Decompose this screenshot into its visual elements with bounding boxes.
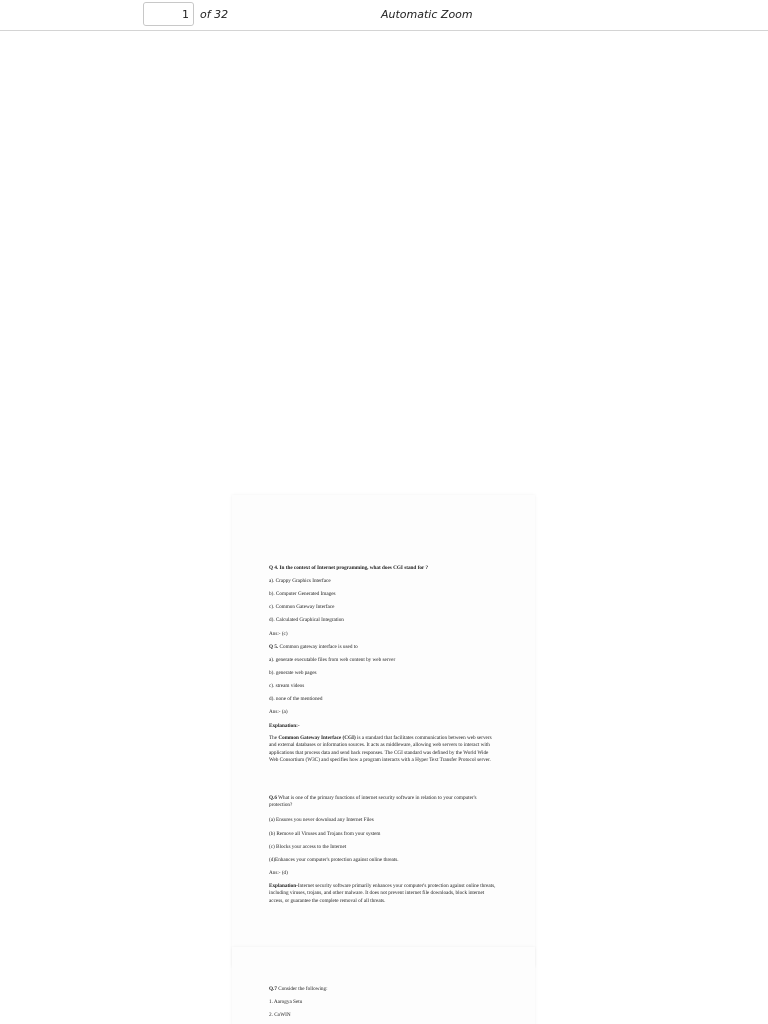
pdf-page — [232, 495, 535, 967]
q6-option-a: (a) Ensures you never download any Internet Files — [269, 817, 374, 823]
page-number-input[interactable] — [143, 2, 194, 26]
q5-option-d: d). none of the mentioned — [269, 696, 323, 702]
q7-item-1: 1. Aarogya Setu — [269, 999, 303, 1005]
q5-answer: Ans:- (a) — [269, 709, 288, 715]
pdf-toolbar — [0, 0, 768, 31]
question-4: Q 4. In the context of Internet programming, what does CGI stand for ? — [269, 565, 429, 571]
zoom-select[interactable]: Automatic Zoom — [381, 8, 473, 21]
q4-option-b: b). Computer Generated Images — [269, 591, 336, 597]
q7-item-2: 2. CoWIN — [269, 1012, 291, 1018]
q6-option-d: (d)Enhances your computer's protection against online threats. — [269, 857, 399, 863]
question-5: Q 5. Common gateway interface is used to — [269, 644, 358, 650]
explanation-heading: Explanation:- — [269, 723, 300, 729]
q5-option-b: b). generate web pages — [269, 670, 317, 676]
explanation-security: Explanation-Internet security software primarily enhances your computer's protection against online threats, including viruses, trojans, and other malware. It does not prevent internet file downloads, block internet access, or guarantee the complete removal of all threats. — [269, 883, 496, 904]
question-6: Q.6 What is one of the primary functions of internet security software in relation to your computer's protection? — [269, 795, 477, 809]
document-viewer[interactable] — [0, 31, 768, 1024]
q4-option-a: a). Crappy Graphics Interface — [269, 578, 331, 584]
question-7: Q.7 Consider the following: — [269, 986, 328, 992]
q6-answer: Ans:- (d) — [269, 870, 288, 876]
q4-answer: Ans:- (c) — [269, 631, 288, 637]
q4-option-c: c). Common Gateway Interface — [269, 604, 335, 610]
q4-option-d: d). Calculated Graphical Integration — [269, 617, 344, 623]
q5-option-a: a). generate executable files from web content by web server — [269, 657, 396, 663]
page-count-label: of 32 — [200, 8, 229, 21]
q6-option-b: (b) Remove all Viruses and Trojans from your system — [269, 831, 381, 837]
explanation-cgi: The Common Gateway Interface (CGI) is a standard that facilitates communication between web servers and external databases or information sources. It acts as middleware, allowing web servers to interact with applications that process data and send back responses. The CGI standard was defined by the World Wide Web Consortium (W3C) and specifies how a program interacts with a Hyper Text Transfer Protocol server. — [269, 735, 492, 763]
q5-option-c: c). stream videos — [269, 683, 305, 689]
q6-option-c: (c) Blocks your access to the Internet — [269, 844, 347, 850]
pdf-page — [232, 947, 535, 1024]
